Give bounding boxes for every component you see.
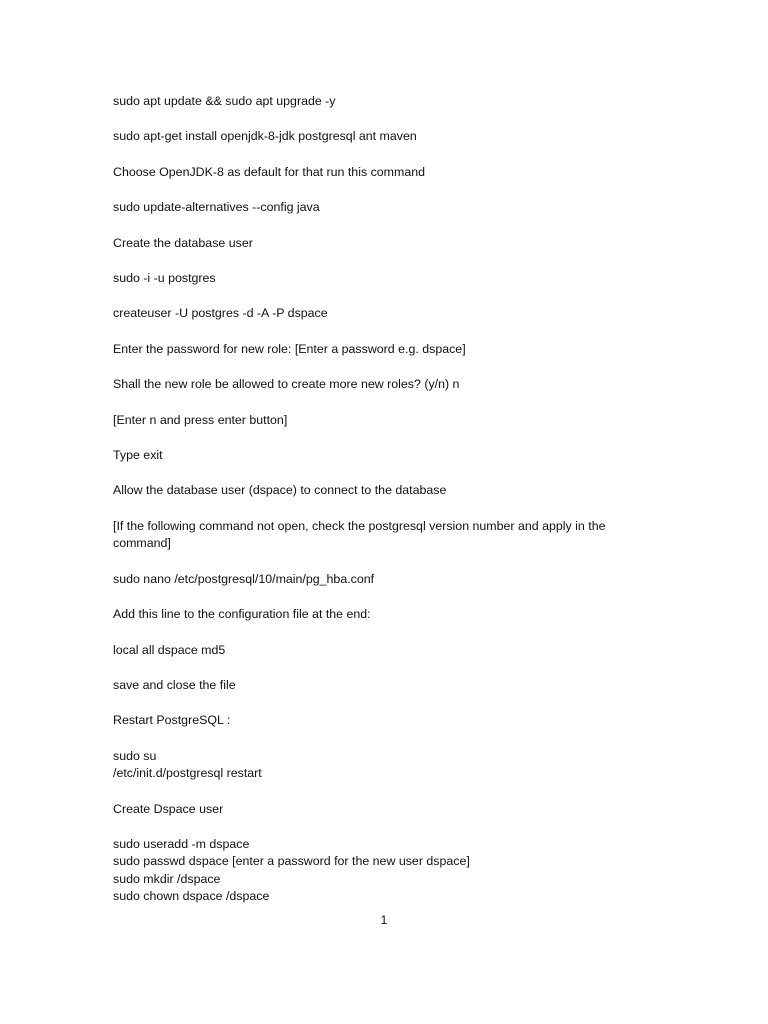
text-line: Create Dspace user	[113, 801, 224, 816]
text-line: /etc/init.d/postgresql restart	[113, 766, 262, 781]
paragraph	[113, 199, 673, 216]
paragraph	[113, 235, 673, 252]
text-line: sudo chown dspace /dspace	[113, 889, 270, 904]
text-line: sudo apt-get install openjdk-8-jdk postgresql ant maven	[113, 129, 417, 144]
text-line: createuser -U postgres -d -A -P dspace	[113, 306, 328, 321]
text-line: Enter the password for new role: [Enter a password e.g. dspace]	[113, 341, 466, 356]
paragraph	[113, 447, 673, 464]
text-line: sudo useradd -m dspace	[113, 836, 250, 851]
paragraph	[113, 482, 673, 499]
paragraph	[113, 341, 673, 358]
text-line: sudo nano /etc/postgresql/10/main/pg_hba.conf	[113, 571, 375, 586]
text-line: [If the following command not open, check the postgresql version number and apply in the	[113, 518, 606, 533]
paragraph	[113, 801, 673, 818]
text-line: command]	[113, 536, 171, 551]
text-line: sudo update-alternatives --config java	[113, 200, 320, 215]
paragraph	[113, 305, 673, 322]
paragraph	[113, 270, 673, 287]
paragraph	[113, 518, 673, 553]
text-line: [Enter n and press enter button]	[113, 412, 288, 427]
text-line: sudo mkdir /dspace	[113, 871, 221, 886]
text-line: Restart PostgreSQL :	[113, 713, 231, 728]
text-line: sudo passwd dspace [enter a password for the new user dspace]	[113, 854, 470, 869]
paragraph	[113, 376, 673, 393]
text-line: Create the database user	[113, 235, 253, 250]
document-body	[113, 93, 673, 924]
text-line: local all dspace md5	[113, 642, 226, 657]
text-line: Allow the database user (dspace) to connect to the database	[113, 483, 447, 498]
text-line: Type exit	[113, 448, 163, 463]
paragraph	[113, 606, 673, 623]
paragraph	[113, 128, 673, 145]
page-number: 1	[380, 913, 388, 927]
paragraph	[113, 748, 673, 783]
paragraph	[113, 164, 673, 181]
paragraph	[113, 677, 673, 694]
text-line: sudo apt update && sudo apt upgrade -y	[113, 94, 336, 108]
text-line: sudo -i -u postgres	[113, 271, 216, 286]
paragraph	[113, 712, 673, 729]
text-line: Choose OpenJDK-8 as default for that run this command	[113, 164, 425, 179]
text-line: Shall the new role be allowed to create more new roles? (y/n) n	[113, 377, 460, 392]
paragraph	[113, 93, 673, 110]
paragraph	[113, 412, 673, 429]
text-line: Add this line to the configuration file at the end:	[113, 607, 371, 622]
paragraph	[113, 571, 673, 588]
paragraph	[113, 642, 673, 659]
paragraph	[113, 836, 673, 906]
text-line: sudo su	[113, 748, 157, 763]
text-line: save and close the file	[113, 677, 236, 692]
